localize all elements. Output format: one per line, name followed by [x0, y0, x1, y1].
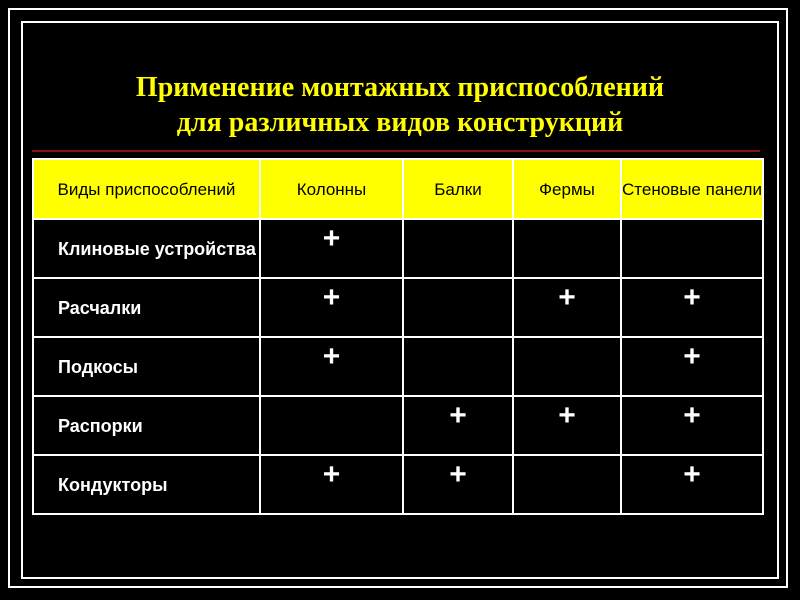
header-trusses: Фермы [513, 159, 621, 219]
table-cell [403, 278, 513, 337]
table-cell [513, 396, 621, 455]
title-line-1: Применение монтажных приспособлений [135, 72, 665, 103]
table-cell [403, 396, 513, 455]
table-header-row [33, 159, 763, 219]
plus-mark: + [683, 457, 701, 491]
table-cell [621, 455, 763, 514]
title-line-2: для различных видов конструкций [176, 107, 624, 138]
plus-mark: + [322, 221, 341, 255]
table-cell [621, 337, 763, 396]
table-cell [513, 455, 621, 514]
header-wall-panels: Стеновые панели [621, 159, 763, 219]
table-cell [513, 219, 621, 278]
table-cell [403, 455, 513, 514]
plus-mark: + [449, 457, 467, 491]
table-cell [260, 396, 403, 455]
table-cell [513, 278, 621, 337]
table-cell [260, 278, 403, 337]
table-row [33, 396, 763, 455]
plus-mark: + [683, 280, 701, 314]
row-label: Клиновые устройства [33, 219, 260, 278]
row-label: Расчалки [33, 278, 260, 337]
plus-mark: + [322, 280, 341, 314]
plus-mark: + [449, 398, 467, 432]
plus-mark: + [322, 457, 341, 491]
row-label: Распорки [33, 396, 260, 455]
table-cell [621, 219, 763, 278]
slide-title [30, 70, 770, 140]
table-cell [260, 337, 403, 396]
row-label: Кондукторы [33, 455, 260, 514]
table-cell [260, 219, 403, 278]
plus-mark: + [683, 398, 701, 432]
title-divider [32, 150, 760, 152]
header-beams: Балки [403, 159, 513, 219]
fixtures-table [32, 158, 764, 515]
header-fixture-types: Виды приспособлений [33, 159, 260, 219]
table-row [33, 219, 763, 278]
table-row [33, 337, 763, 396]
table-cell [260, 455, 403, 514]
table-cell [621, 396, 763, 455]
plus-mark: + [558, 280, 576, 314]
header-columns: Колонны [260, 159, 403, 219]
table-cell [513, 337, 621, 396]
table-row [33, 278, 763, 337]
plus-mark: + [558, 398, 576, 432]
table-row [33, 455, 763, 514]
table-cell [621, 278, 763, 337]
table-cell [403, 219, 513, 278]
plus-mark: + [683, 339, 701, 373]
row-label: Подкосы [33, 337, 260, 396]
table-cell [403, 337, 513, 396]
plus-mark: + [322, 339, 341, 373]
